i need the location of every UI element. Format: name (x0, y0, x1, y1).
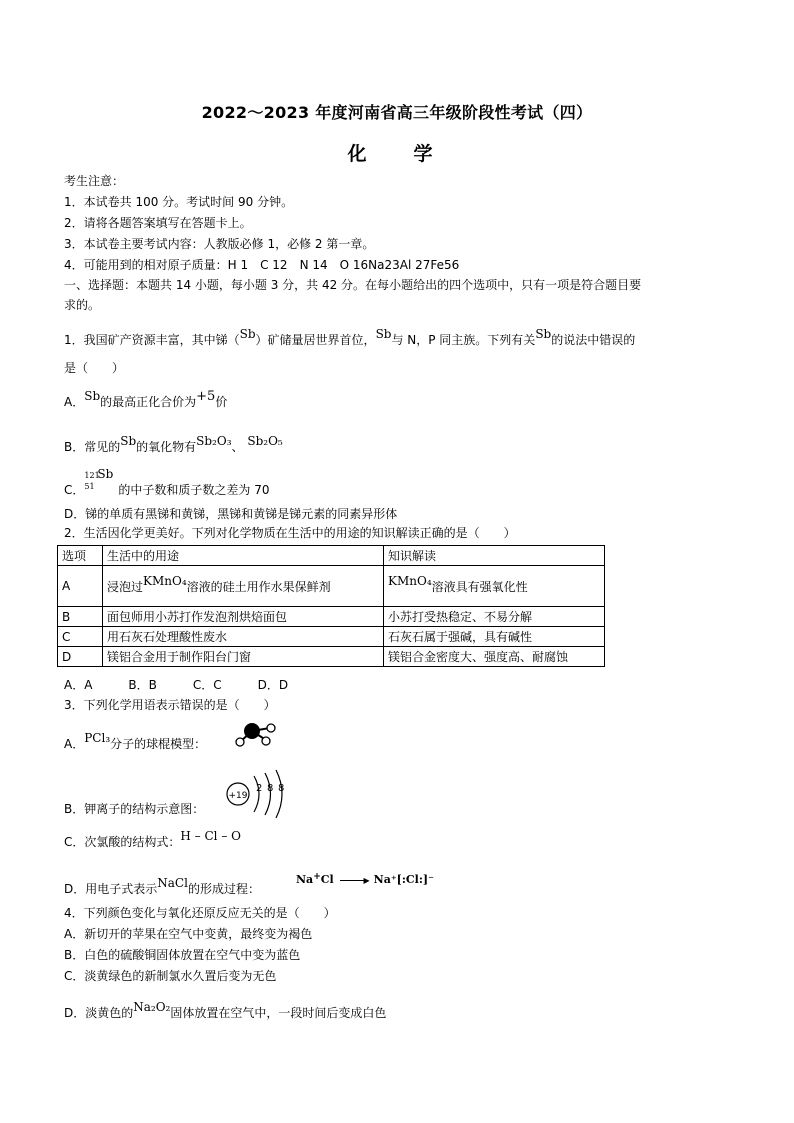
q1-option-a (64, 389, 228, 411)
ball-stick-model-icon (232, 720, 278, 750)
option-label: A． (64, 395, 85, 409)
option-label: C． (64, 483, 85, 497)
cell-text: 溶液具有强氧化性 (431, 579, 528, 594)
section-heading-line1: 一、选择题：本题共 14 小题，每小题 3 分，共 42 分。在每小题给出的四个选项中，只有一项是符合题目要 (64, 278, 642, 292)
formula-sb2o3: Sb₂O₃ (196, 434, 232, 448)
formula-nacl: NaCl (157, 876, 188, 890)
q2-choices: A．A B．B C．C D．D (64, 678, 289, 692)
subject-title: 化 学 (347, 143, 447, 165)
arrowhead-icon: ▶ (363, 875, 370, 885)
product-nacl: Na⁺[:Cl:]⁻ (373, 873, 434, 886)
q1-stem-c: 与 N，P 同主族。下列有关 (391, 333, 536, 347)
notice-item-4: 4．可能用到的相对原子质量：H 1 C 12 N 14 O 16Na23Al 27Fe56 (64, 258, 460, 272)
sodium-atom: Na (296, 873, 314, 886)
table-row (58, 566, 605, 607)
option-cell: A (58, 566, 103, 607)
separator: 、 (231, 440, 244, 454)
table-row (58, 607, 605, 627)
option-text: 的最高正化合价为 (100, 395, 197, 409)
sb-symbol: Sb (239, 327, 256, 341)
explanation-cell: 石灰石属于强碱，具有碱性 (384, 627, 605, 647)
q1-option-c (64, 467, 270, 498)
use-cell: 面包师用小苏打作发泡剂烘焙面包 (103, 607, 384, 627)
option-cell: D (58, 647, 103, 667)
use-cell: 用石灰石处理酸性废水 (103, 627, 384, 647)
sb-symbol: Sb (84, 389, 101, 403)
q4-option-b: B．白色的硫酸铜固体放置在空气中变为蓝色 (64, 948, 301, 962)
option-cell: B (58, 607, 103, 627)
q2-stem: 2．生活因化学更美好。下列对化学物质在生活中的用途的知识解读正确的是（ ） (64, 526, 516, 540)
option-label: A． (64, 737, 85, 751)
shell-electrons: 2 (256, 783, 263, 794)
chlorine-atom: Cl (320, 873, 334, 886)
q1-stem-a: 1．我国矿产资源丰富，其中锑（ (64, 333, 240, 347)
q4-option-c: C．淡黄绿色的新制氯水久置后变为无色 (64, 969, 277, 983)
formula-kmno4: KMnO₄ (388, 573, 432, 588)
cell-text: 溶液的硅土用作水果保鲜剂 (186, 579, 331, 594)
header-cell: 选项 (58, 546, 103, 566)
header-cell: 生活中的用途 (103, 546, 384, 566)
sb-symbol: Sb (120, 434, 137, 448)
q1-option-d: D．锑的单质有黑锑和黄锑，黑锑和黄锑是锑元素的同素异形体 (64, 507, 398, 521)
electron-formation-equation (296, 873, 434, 886)
formula-sb2o5: Sb₂O₅ (247, 434, 283, 448)
use-cell: 镁铝合金用于制作阳台门窗 (103, 647, 384, 667)
mass-number: 121 (84, 471, 100, 480)
sb-symbol: Sb (375, 327, 392, 341)
formula-kmno4: KMnO₄ (143, 573, 187, 588)
potassium-ion-diagram (224, 768, 286, 820)
plus-sign: + (313, 872, 321, 882)
option-label: B．常见的 (64, 440, 121, 454)
option-text: 价 (215, 395, 228, 409)
sb-symbol: Sb (535, 327, 552, 341)
arrow-icon (340, 880, 366, 881)
sb-symbol: Sb (97, 467, 114, 481)
option-label: D．用电子式表示 (64, 882, 158, 896)
q3-option-d (64, 876, 260, 897)
option-text: 固体放置在空气中，一段时间后变成白色 (170, 1006, 387, 1020)
use-cell (103, 566, 384, 607)
q1-stem-d: 的说法中错误的 (551, 333, 636, 347)
q4-stem: 4．下列颜色变化与氧化还原反应无关的是（ ） (64, 906, 336, 920)
shell-electrons: 8 (267, 783, 274, 794)
header-cell: 知识解读 (384, 546, 605, 566)
q4-option-d (64, 1000, 387, 1021)
formula-na2o2: Na₂O₂ (133, 1000, 171, 1014)
notice-item-1: 1．本试卷共 100 分。考试时间 90 分钟。 (64, 195, 294, 209)
q1-option-b (64, 434, 283, 455)
cell-text: 浸泡过 (107, 579, 144, 594)
table-row (58, 647, 605, 667)
valence-value: +5 (196, 389, 216, 404)
option-cell: C (58, 627, 103, 647)
notice-item-3: 3．本试卷主要考试内容：人教版必修 1，必修 2 第一章。 (64, 237, 375, 251)
option-text: 分子的球棍模型： (110, 737, 207, 751)
q2-table (57, 545, 605, 667)
shell-electrons: 8 (278, 783, 285, 794)
q3-stem: 3．下列化学用语表示错误的是（ ） (64, 698, 276, 712)
option-label: C．次氯酸的结构式： (64, 835, 181, 849)
option-text: 的形成过程： (187, 882, 260, 896)
exam-title: 2022～2023 年度河南省高三年级阶段性考试（四） (201, 103, 593, 122)
formula-hclo: H – Cl – O (180, 829, 241, 843)
q3-option-c (64, 829, 241, 850)
q1-stem-line2: 是（ ） (64, 361, 125, 375)
q1-stem-b: ）矿储量居世界首位， (255, 333, 376, 347)
notice-item-2: 2．请将各题答案填写在答题卡上。 (64, 216, 252, 230)
explanation-cell (384, 566, 605, 607)
table-row (58, 627, 605, 647)
option-text: 的中子数和质子数之差为 70 (118, 483, 270, 497)
option-text: 的氧化物有 (136, 440, 197, 454)
explanation-cell: 镁铝合金密度大、强度高、耐腐蚀 (384, 647, 605, 667)
formula-pcl3: PCl₃ (84, 731, 111, 745)
q3-option-b: B．钾离子的结构示意图： (64, 802, 205, 816)
notice-heading: 考生注意： (64, 174, 125, 188)
q3-option-a (64, 731, 207, 752)
atomic-number: 51 (84, 482, 95, 491)
option-label: D．淡黄色的 (64, 1006, 134, 1020)
q1-stem (64, 327, 636, 348)
section-heading-line2: 求的。 (64, 298, 101, 312)
nuclide-sb-121 (84, 467, 118, 498)
q4-option-a: A．新切开的苹果在空气中变黄，最终变为褐色 (64, 927, 313, 941)
explanation-cell: 小苏打受热稳定、不易分解 (384, 607, 605, 627)
nucleus-charge: +19 (228, 791, 248, 801)
